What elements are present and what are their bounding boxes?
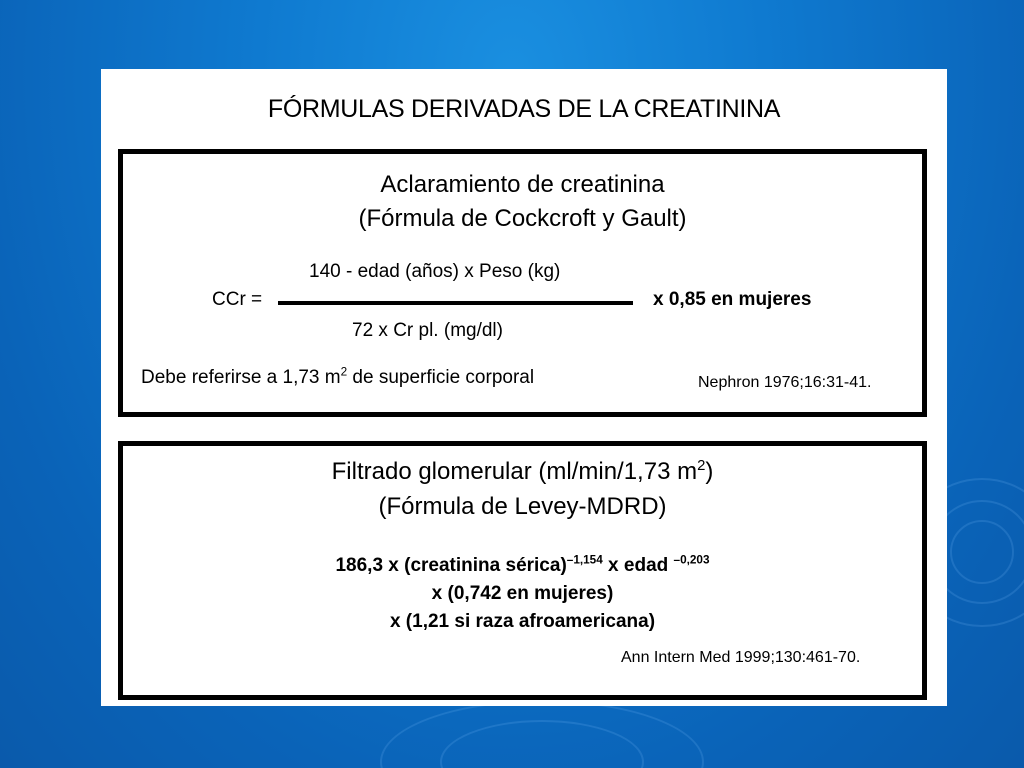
slide-content-panel (101, 69, 947, 706)
mdrd-box (118, 441, 927, 700)
box2-heading-line1 (123, 458, 922, 486)
slide-title: FÓRMULAS DERIVADAS DE LA CREATININA (267, 95, 781, 123)
box1-heading-line2: (Fórmula de Cockcroft y Gault) (358, 205, 687, 232)
note-exponent: 2 (340, 365, 348, 379)
box2-heading-line2: (Fórmula de Levey-MDRD) (378, 493, 667, 520)
box2-heading-suffix: ) (705, 458, 714, 485)
mdrd-formula-line1 (123, 555, 922, 577)
box1-heading-line1: Aclaramiento de creatinina (380, 171, 665, 198)
mdrd-formula-line2: x (0,742 en mujeres) (431, 583, 614, 604)
fraction-denominator: 72 x Cr pl. (mg/dl) (352, 320, 503, 341)
formula-text: 186,3 x (creatinina sérica) (335, 555, 567, 576)
box2-heading-text: Filtrado glomerular (ml/min/1,73 m (331, 458, 698, 485)
surface-area-note (141, 367, 534, 389)
nephron-reference: Nephron 1976;16:31-41. (698, 374, 872, 391)
formula-text-age: x edad (602, 555, 674, 576)
mdrd-formula-line3: x (1,21 si raza afroamericana) (389, 611, 656, 632)
box2-heading-exponent: 2 (697, 458, 706, 474)
age-exponent: –0,203 (673, 553, 710, 567)
fraction-numerator: 140 - edad (años) x Peso (kg) (309, 261, 561, 282)
note-text: Debe referirse a 1,73 m (141, 367, 341, 388)
female-multiplier: x 0,85 en mujeres (653, 289, 812, 310)
cockcroft-gault-box (118, 149, 927, 417)
fraction-bar (278, 301, 633, 305)
ann-intern-med-reference: Ann Intern Med 1999;130:461-70. (621, 649, 861, 666)
ccr-lhs: CCr = (212, 289, 263, 310)
note-text-suffix: de superficie corporal (347, 367, 535, 388)
creatinine-exponent: –1,154 (566, 553, 603, 567)
